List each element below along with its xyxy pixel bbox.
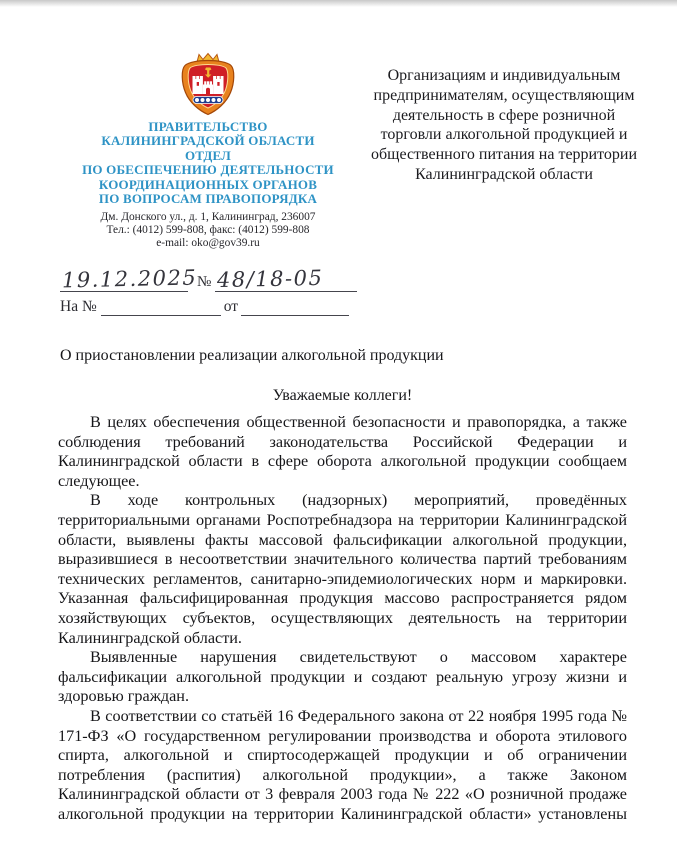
org-name-line: ПРАВИТЕЛЬСТВО: [148, 119, 268, 134]
salutation: Уважаемые коллеги!: [272, 387, 413, 404]
subject-line: О приостановлении реализации алкогольной продукции: [60, 347, 444, 364]
outgoing-number-handwritten: 48/18-05: [217, 265, 324, 293]
addressee-line: общественного питания на территории: [370, 146, 638, 164]
number-blank-line: [215, 265, 357, 293]
addressee-block: [356, 66, 652, 185]
body-paragraph: В соответствии со статьёй 16 Федерального закона от 22 ноября 1995 года № 171-ФЗ «О государственном регулировании производства и оборота этилового спирта, алкогольной и спиртосодержащей продукции и об ограничении потребления (распития) алкогольной продукции», а также Законом Калининградской области от 3 февраля 2003 года № 222 «О розничной продаже алкогольной продукции на территории Калининградской области» установлены: [58, 706, 627, 823]
address-line: Дм. Донского ул., д. 1, Калининград, 236007: [100, 211, 316, 224]
org-name: [58, 120, 358, 206]
address-line: Тел.: (4012) 599-808, факс: (4012) 599-808: [106, 224, 310, 237]
date-handwritten: 19.12.2025: [61, 265, 198, 293]
addressee-line: Калининградской области: [415, 165, 593, 183]
org-name-line: ПО ВОПРОСАМ ПРАВОПОРЯДКА: [98, 191, 318, 207]
org-name-line: ПО ОБЕСПЕЧЕНИЮ ДЕЯТЕЛЬНОСТИ: [82, 162, 334, 178]
addressee-line: деятельность в сфере розничной: [392, 106, 616, 124]
reference-block: [60, 256, 362, 316]
addressee-line: торговли алкогольной продукцией и: [380, 126, 628, 144]
body-paragraph: В целях обеспечения общественной безопасности и правопорядка, а также соблюдения требований законодательства Российской Федерации и Калининградской области в сфере оборота алкогольной продукции сообщаем следующее.: [58, 413, 627, 490]
outgoing-ref-line: [60, 256, 362, 292]
reply-date-blank: [241, 299, 349, 316]
reply-ref-line: [60, 292, 362, 316]
org-name-line: КООРДИНАЦИОННЫХ ОРГАНОВ: [98, 176, 318, 192]
org-name-line: ОТДЕЛ: [184, 147, 232, 163]
reply-from-label: от: [223, 298, 239, 315]
org-address: [58, 211, 358, 250]
scan-artifact: [0, 0, 677, 7]
address-line: e-mail: oko@gov39.ru: [156, 237, 260, 250]
coat-of-arms-icon: [171, 50, 245, 118]
org-name-line: КАЛИНИНГРАДСКОЙ ОБЛАСТИ: [101, 133, 315, 149]
body-paragraph: Выявленные нарушения свидетельствуют о массовом характере фальсификации алкогольной продукции и создают реальную угрозу жизни и здоровью граждан.: [58, 648, 627, 706]
addressee-line: предпринимателям, осуществляющим: [373, 86, 635, 104]
number-sign: №: [197, 274, 212, 290]
reply-to-label: На №: [60, 298, 97, 315]
reply-number-blank: [101, 299, 221, 316]
letterhead: [58, 50, 358, 250]
addressee-line: Организациям и индивидуальным: [387, 67, 621, 84]
date-blank-line: [60, 265, 198, 293]
body-paragraph: В ходе контрольных (надзорных) мероприятий, проведённых территориальными органами Роспотребнадзора на территории Калининградской области, выявлены факты массовой фальсификации алкогольной продукции, выразившиеся в несоответствии значительного количества партий требованиям технических регламентов, санитарно-эпидемиологических норм и маркировки. Указанная фальсифицированная продукция массово распространяется рядом хозяйствующих субъектов, осуществляющих деятельность на территории Калининградской области.: [58, 491, 627, 647]
letter-body: [58, 413, 627, 824]
